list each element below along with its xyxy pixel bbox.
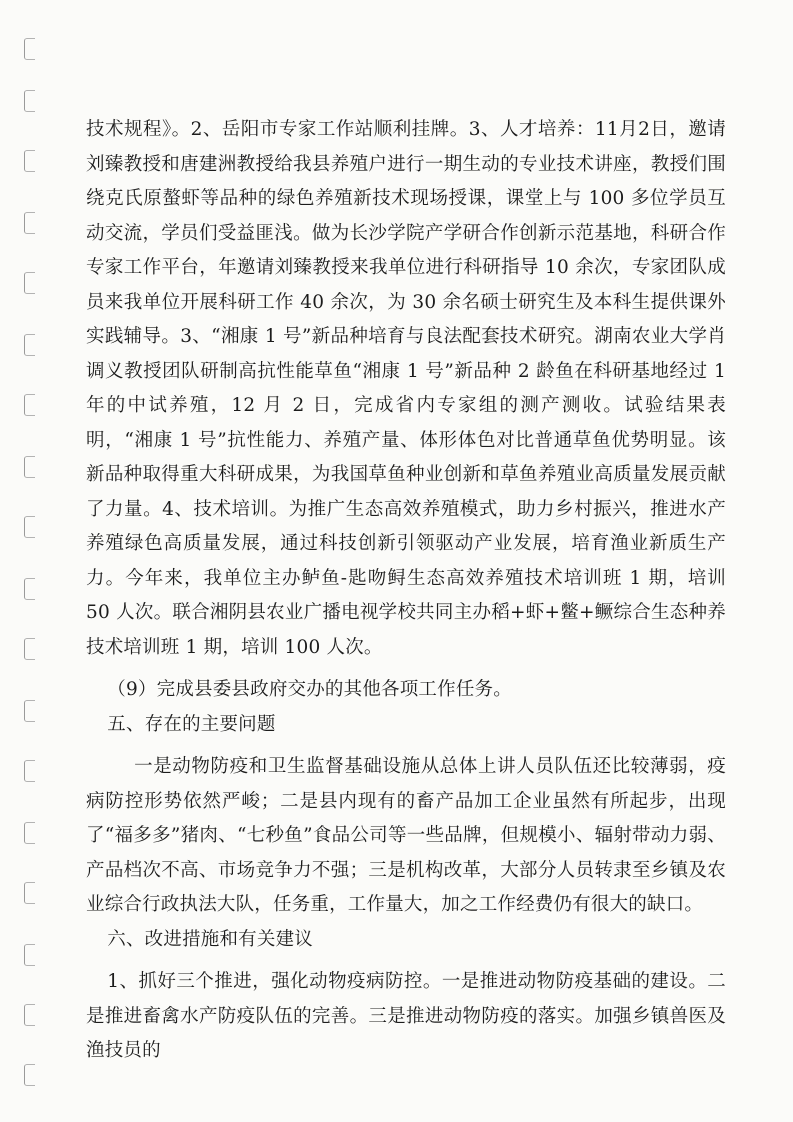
binding-hole: [24, 90, 35, 112]
binding-holes: [0, 0, 40, 1122]
binding-hole: [24, 578, 35, 600]
binding-hole: [24, 38, 35, 60]
section-heading-measures: 六、改进措施和有关建议: [107, 928, 313, 950]
binding-hole: [24, 1004, 35, 1026]
binding-hole: [24, 456, 35, 478]
binding-hole: [24, 394, 35, 416]
binding-hole: [24, 1064, 35, 1086]
binding-hole: [24, 944, 35, 966]
paragraph-other-tasks: （9）完成县委县政府交办的其他各项工作任务。: [107, 679, 512, 700]
paragraph-problems: 一是动物防疫和卫生监督基础设施从总体上讲人员队伍还比较薄弱，疫病防控形势依然严峻；二是县内现有的畜产品加工企业虽然有所起步，出现了“福多多”猪肉、“七秒鱼”食品公司等一些品牌，但规模小、辐射带动力弱、产品档次不高、市场竞争力不强；三是机构改革，大部分人员转隶至乡镇及农业综合行政执法大队，任务重，工作量大，加之工作经费仍有很大的缺口。: [86, 756, 726, 915]
binding-hole: [24, 638, 35, 660]
paragraph-tech-progress: 技术规程》。2、岳阳市专家工作站顺利挂牌。3、人才培养：11月2日，邀请刘臻教授和唐建洲教授给我县养殖户进行一期生动的专业技术讲座，教授们围绕克氏原螯虾等品种的绿色养殖新技术现场授课，课堂上与 100 多位学员互动交流，学员们受益匪浅。做为长沙学院产学研合作创新示范基地，科研合作专家工作平台，年邀请刘臻教授来我单位进行科研指导 10 余次，专家团队成员来我单位开展科研工作 40 余次，为 30 余名硕士研究生及本科生提供课外实践辅导。3、“湘康 1 号”新品种培育与良法配套技术研究。湖南农业大学肖调义教授团队研制高抗性能草鱼“湘康 1 号”新品种 2 龄鱼在科研基地经过 1 年的中试养殖，12 月 2 日，完成省内专家组的测产测收。试验结果表明，“湘康 1 号”抗性能力、养殖产量、体形体色对比普通草鱼优势明显。该新品种取得重大科研成果，为我国草鱼种业创新和草鱼养殖业高质量发展贡献了力量。4、技术培训。为推广生态高效养殖模式，助力乡村振兴，推进水产养殖绿色高质量发展，通过科技创新引领驱动产业发展，培育渔业新质生产力。今年来，我单位主办鲈鱼-匙吻鲟生态高效养殖技术培训班 1 期，培训 50 人次。联合湘阴县农业广播电视学校共同主办稻+虾+鳖+鳜综合生态种养技术培训班 1 期，培训 100 人次。: [86, 119, 726, 658]
binding-hole: [24, 150, 35, 172]
document-body: [86, 113, 726, 1069]
binding-hole: [24, 272, 35, 294]
binding-hole: [24, 882, 35, 904]
binding-hole: [24, 760, 35, 782]
binding-hole: [24, 822, 35, 844]
binding-hole: [24, 334, 35, 356]
paragraph-measures: 1、抓好三个推进，强化动物疫病防控。一是推进动物防疫基础的建设。二是推进畜禽水产防疫队伍的完善。三是推进动物防疫的落实。加强乡镇兽医及渔技员的: [86, 971, 726, 1061]
binding-hole: [24, 212, 35, 234]
section-heading-problems: 五、存在的主要问题: [107, 713, 276, 735]
binding-hole: [24, 516, 35, 538]
binding-hole: [24, 700, 35, 722]
